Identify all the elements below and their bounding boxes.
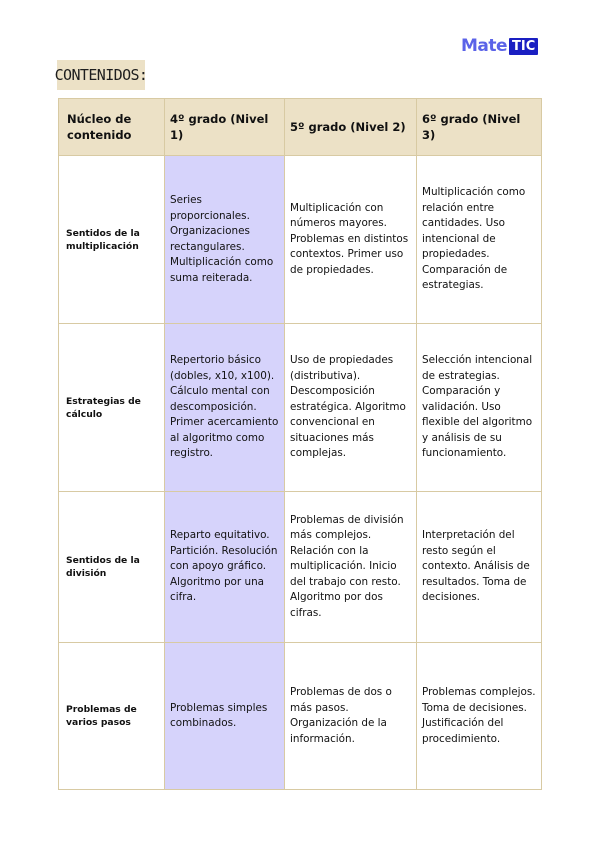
contents-table [58,98,542,790]
cell-nivel-1: Series proporcionales. Organizaciones rectangulares. Multiplicación como suma reiterada. [165,156,285,324]
header-nivel-3: 6º grado (Nivel 3) [417,99,542,156]
row-nucleo: Estrategias de cálculo [59,324,165,492]
cell-nivel-3: Multiplicación como relación entre cantidades. Uso intencional de propiedades. Comparación de estrategias. [417,156,542,324]
cell-nivel-3: Problemas complejos. Toma de decisiones. Justificación del procedimiento. [417,643,542,790]
cell-nivel-2: Multiplicación con números mayores. Problemas en distintos contextos. Primer uso de propiedades. [285,156,417,324]
table-row [59,643,542,790]
header-nivel-1: 4º grado (Nivel 1) [165,99,285,156]
cell-nivel-1: Reparto equitativo. Partición. Resolución con apoyo gráfico. Algoritmo por una cifra. [165,492,285,643]
section-heading: CONTENIDOS: [57,60,145,90]
table-header-row [59,99,542,156]
cell-nivel-3: Interpretación del resto según el contexto. Análisis de resultados. Toma de decisiones. [417,492,542,643]
table-row [59,324,542,492]
table-row [59,156,542,324]
header-nucleo: Núcleo de contenido [59,99,165,156]
logo-text: Mate [461,36,508,56]
row-nucleo: Sentidos de la división [59,492,165,643]
table-row [59,492,542,643]
row-nucleo: Problemas de varios pasos [59,643,165,790]
cell-nivel-2: Problemas de dos o más pasos. Organización de la información. [285,643,417,790]
cell-nivel-2: Problemas de división más complejos. Relación con la multiplicación. Inicio del trabajo con resto. Algoritmo por dos cifras. [285,492,417,643]
cell-nivel-2: Uso de propiedades (distributiva). Descomposición estratégica. Algoritmo convencional en situaciones más complejas. [285,324,417,492]
logo-box: TIC [509,38,538,55]
cell-nivel-3: Selección intencional de estrategias. Comparación y validación. Uso flexible del algoritmo y análisis de su funcionamiento. [417,324,542,492]
mate-tic-logo [461,36,538,56]
cell-nivel-1: Problemas simples combinados. [165,643,285,790]
header-nivel-2: 5º grado (Nivel 2) [285,99,417,156]
row-nucleo: Sentidos de la multiplicación [59,156,165,324]
cell-nivel-1: Repertorio básico (dobles, x10, x100). Cálculo mental con descomposición. Primer acercamiento al algoritmo como registro. [165,324,285,492]
